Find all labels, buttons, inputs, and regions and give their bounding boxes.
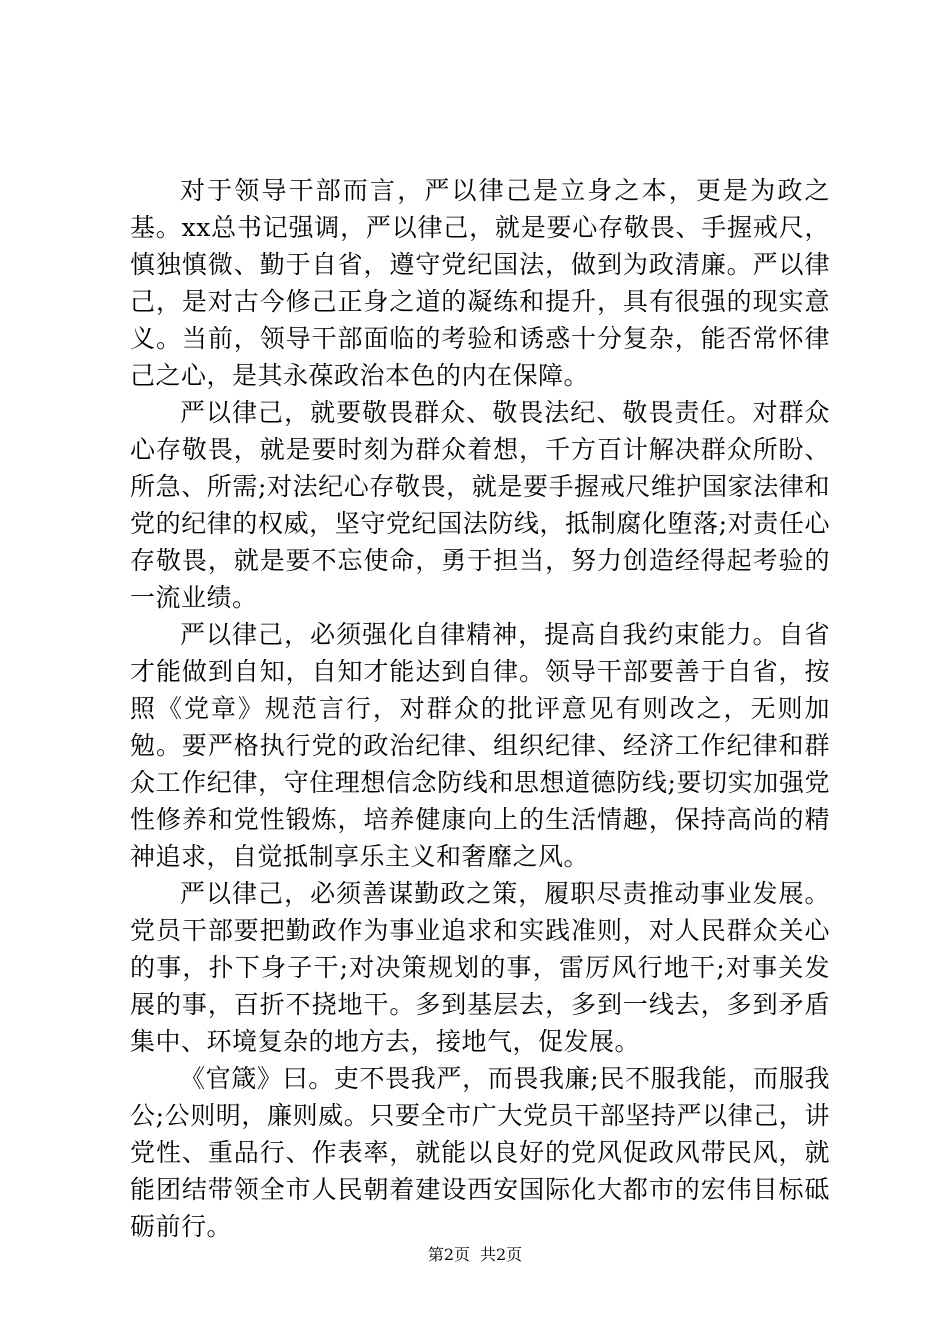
paragraph: 对于领导干部而言，严以律己是立身之本，更是为政之基。xx总书记强调，严以律己，就是要心存敬畏、手握戒尺，慎独慎微、勤于自省，遵守党纪国法，做到为政清廉。严以律己，是对古今修己正身之道的凝练和提升，具有很强的现实意义。当前，领导干部面临的考验和诱惑十分复杂，能否常怀律己之心，是其永葆政治本色的内在保障。	[130, 176, 830, 390]
paragraph: 严以律己，就要敬畏群众、敬畏法纪、敬畏责任。对群众心存敬畏，就是要时刻为群众着想，千方百计解决群众所盼、所急、所需;对法纪心存敬畏，就是要手握戒尺维护国家法律和党的纪律的权威，坚守党纪国法防线，抵制腐化堕落;对责任心存敬畏，就是要不忘使命，勇于担当，努力创造经得起考验的一流业绩。	[130, 398, 830, 612]
paragraph: 严以律己，必须强化自律精神，提高自我约束能力。自省才能做到自知，自知才能达到自律。领导干部要善于自省，按照《党章》规范言行，对群众的批评意见有则改之，无则加勉。要严格执行党的政治纪律、组织纪律、经济工作纪律和群众工作纪律，守住理想信念防线和思想道德防线;要切实加强党性修养和党性锻炼，培养健康向上的生活情趣，保持高尚的精神追求，自觉抵制享乐主义和奢靡之风。	[130, 620, 830, 871]
page-number: 第2页	[427, 1245, 470, 1264]
paragraph: 《官箴》曰。吏不畏我严，而畏我廉;民不服我能，而服我公;公则明，廉则威。只要全市广大党员干部坚持严以律己，讲党性、重品行、作表率，就能以良好的党风促政风带民风，就能团结带领全市人民朝着建设西安国际化大都市的宏伟目标砥砺前行。	[130, 1064, 830, 1241]
page-total: 共2页	[480, 1245, 523, 1264]
page-footer	[0, 1244, 950, 1266]
paragraph: 严以律己，必须善谋勤政之策，履职尽责推动事业发展。党员干部要把勤政作为事业追求和实践准则，对人民群众关心的事，扑下身子干;对决策规划的事，雷厉风行地干;对事关发展的事，百折不挠地干。多到基层去，多到一线去，多到矛盾集中、环境复杂的地方去，接地气，促发展。	[130, 879, 830, 1056]
document-body	[130, 172, 830, 1245]
